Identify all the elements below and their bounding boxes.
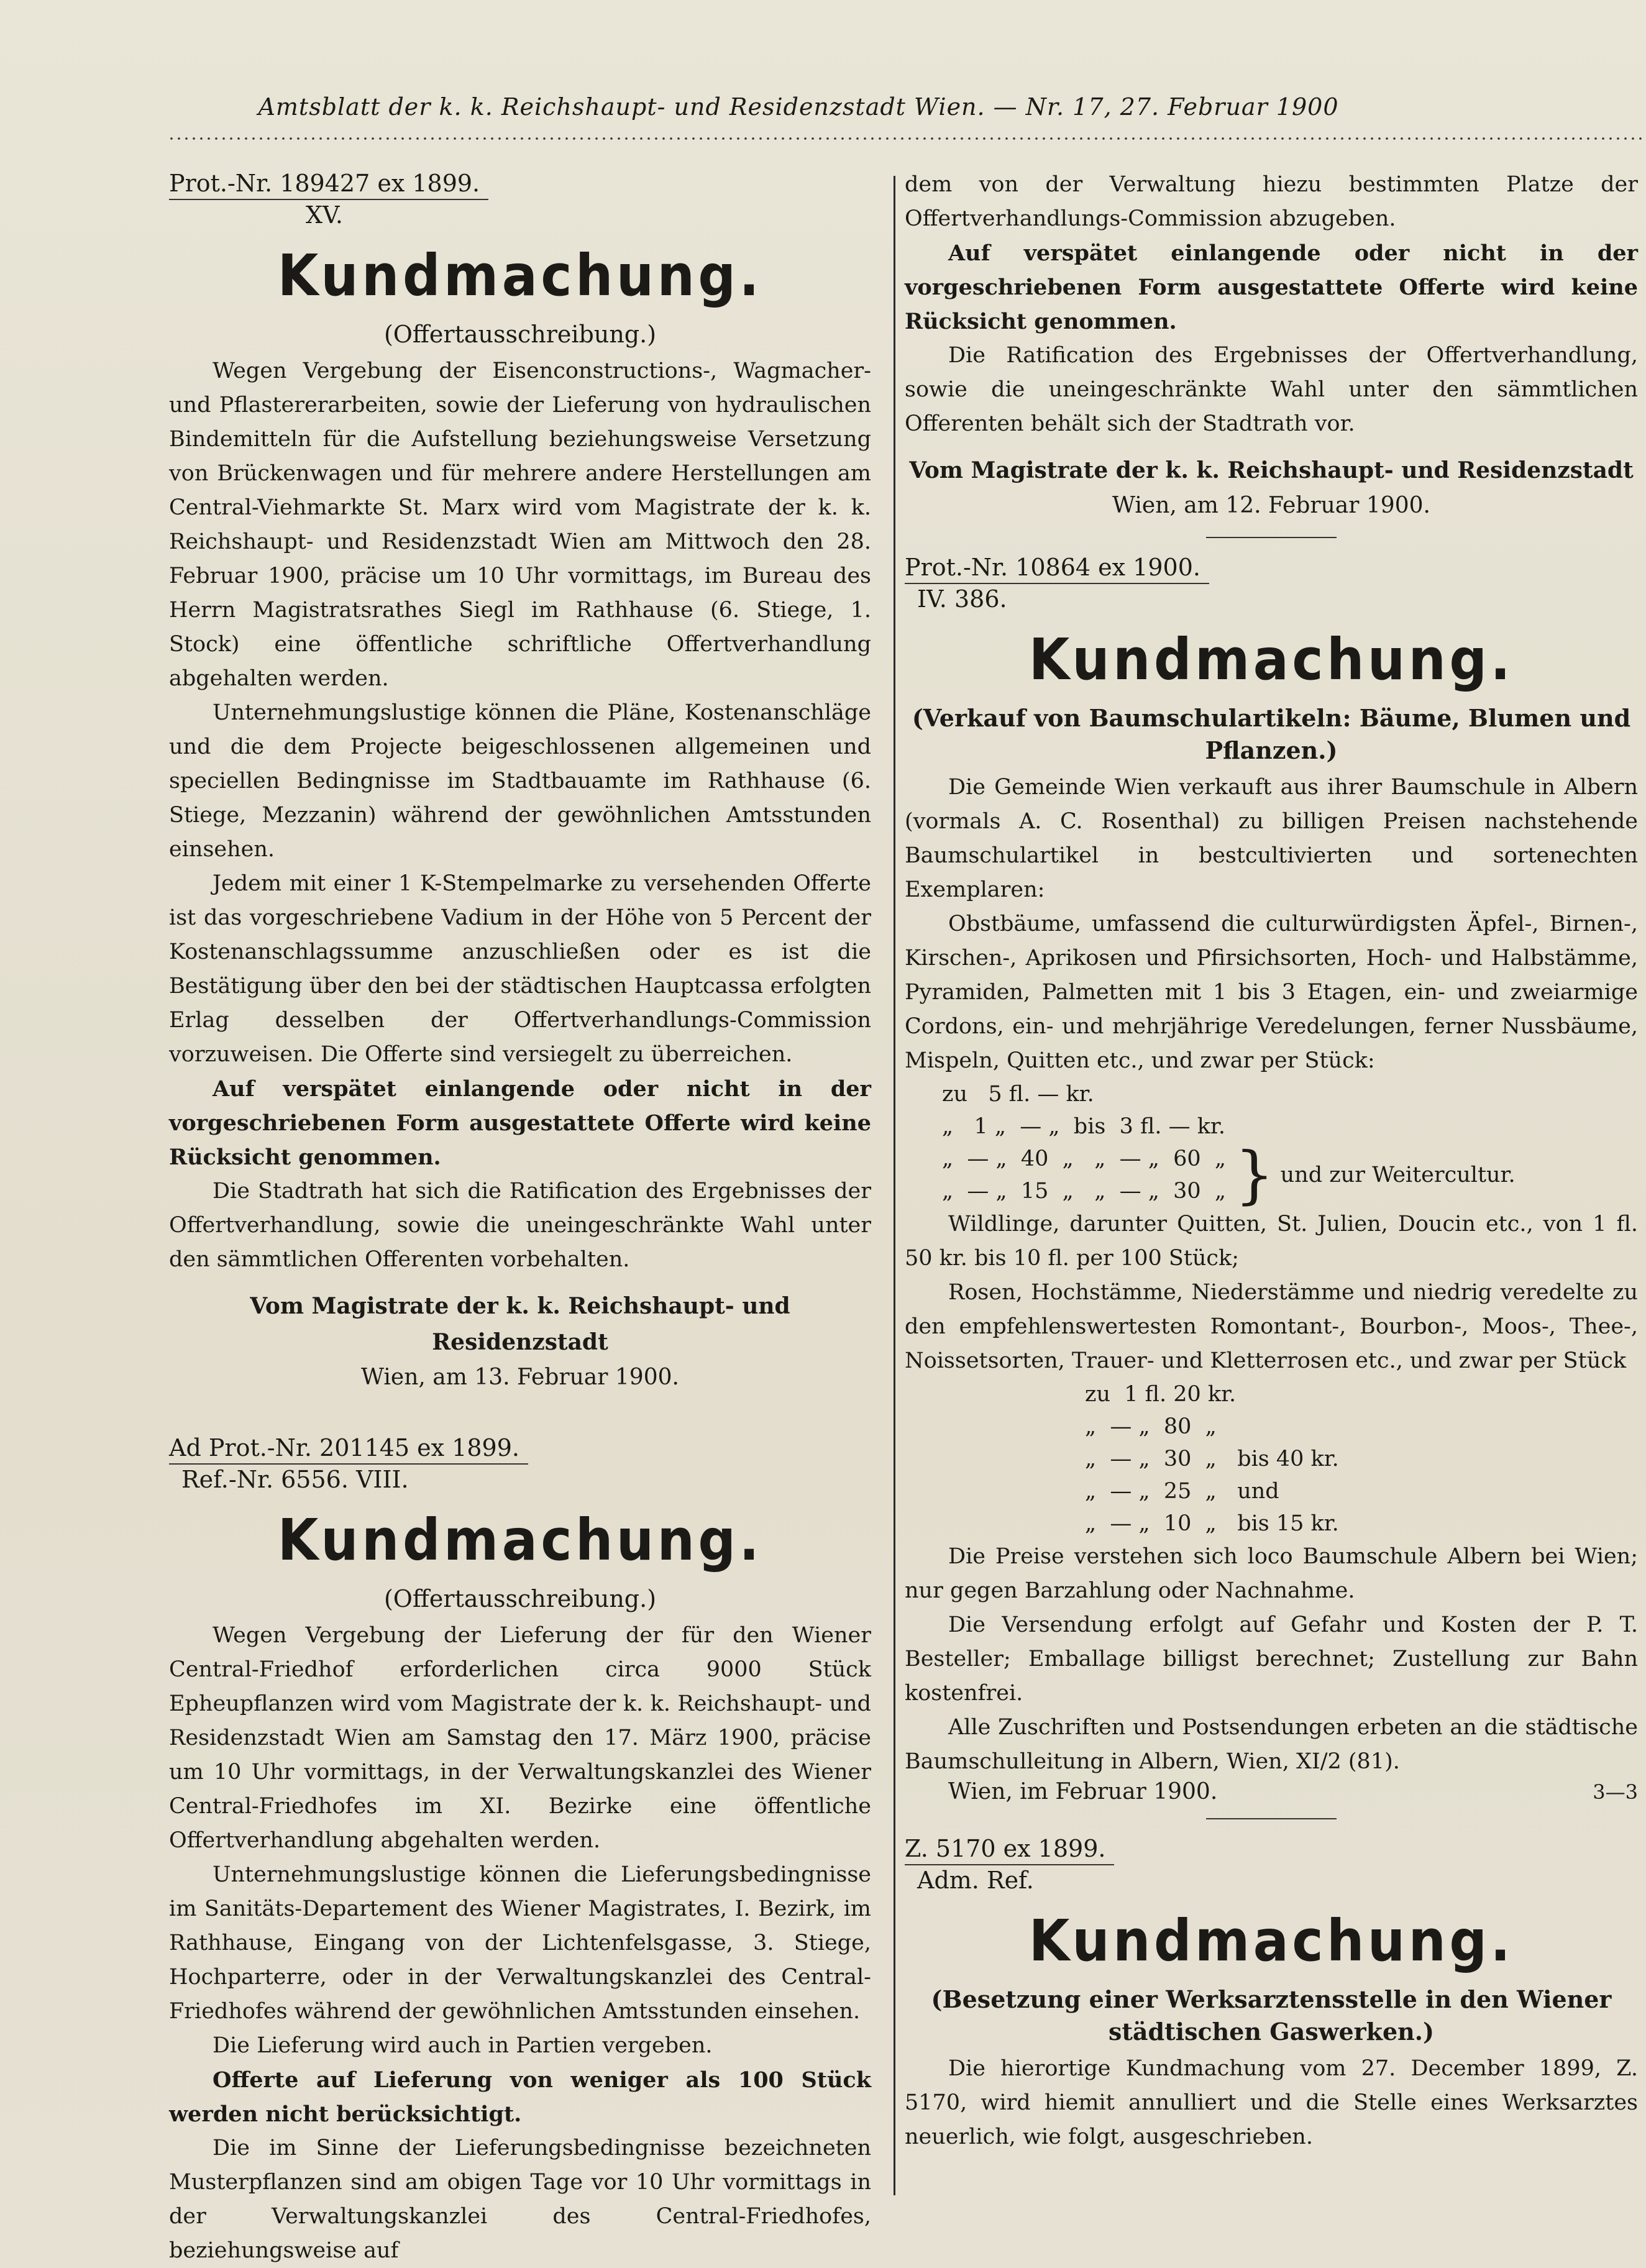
price-line: „ — „ 30 „ bis 40 kr. bbox=[1085, 1447, 1339, 1471]
left-column bbox=[169, 168, 871, 2268]
notice-1-subtitle: (Offertausschreibung.) bbox=[383, 321, 657, 348]
notice-2 bbox=[169, 1432, 871, 2268]
price-line: „ — „ 80 „ bbox=[1085, 1414, 1217, 1439]
section-divider bbox=[1206, 1818, 1337, 1819]
continuation-paragraph: Die Ratification des Ergebnisses der Offertverhandlung, sowie die uneingeschränkte Wahl unter den sämmtlichen Offerenten behält sich der Stadtrath vor. bbox=[905, 343, 1638, 436]
notice-1-paragraph: Die Stadtrath hat sich die Ratification des Ergebnisses der Offertverhandlung, sowie die uneingeschränkte Wahl unter den sämmtlichen Offerenten vorbehalten. bbox=[169, 1179, 871, 1272]
price-line: zu 5 fl. — kr. bbox=[942, 1082, 1094, 1107]
notice-3-ticker: 3—3 bbox=[1593, 1780, 1638, 1804]
spacer bbox=[169, 1395, 871, 1432]
notice-1-signature: Vom Magistrate der k. k. Reichshaupt- und Residenzstadt bbox=[250, 1293, 790, 1355]
price-line: zu 1 fl. 20 kr. bbox=[1085, 1382, 1237, 1407]
notice-3 bbox=[905, 552, 1638, 1804]
notice-2-ref2: Ref.-Nr. 6556. VIII. bbox=[181, 1466, 409, 1493]
notice-2-paragraph: Die im Sinne der Lieferungsbedingnisse bezeichneten Musterpflanzen sind am obigen Tage vor 10 Uhr vormittags in der Verwaltungskanzlei des Central-Friedhofes, beziehungsweise auf bbox=[169, 2136, 871, 2263]
header-dotted-rule bbox=[168, 135, 1646, 142]
brace-icon: } bbox=[1235, 1138, 1274, 1211]
notice-2-paragraph: Wegen Vergebung der Lieferung der für den Wiener Central-Friedhof erforderlichen circa 9000 Stück Epheupflanzen wird vom Magistrate der k. k. Reichshaupt- und Residenzstadt Wien am Samstag den 17. März 1900, präcise um 10 Uhr vormittags, in der Verwaltungskanzlei des Wiener Central-Friedhofes im XI. Bezirke eine öffentliche Offertverhandlung abgehalten werden. bbox=[169, 1623, 871, 1853]
notice-3-paragraph: Alle Zuschriften und Postsendungen erbeten an die städtische Baumschulleitung in Albern, Wien, XI/2 (81). bbox=[905, 1715, 1638, 1774]
section-divider bbox=[1206, 537, 1337, 538]
notice-2-paragraph: Unternehmungslustige können die Lieferungsbedingnisse im Sanitäts-Departement des Wiener Magistrates, I. Bezirk, im Rathhause, Eingang von der Lichtenfelsgasse, 3. Stiege, Hochparterre, oder in der Verwaltungskanzlei des Central-Friedhofes während der gewöhnlichen Amtsstunden einsehen. bbox=[169, 1862, 871, 2024]
notice-2-paragraph: Offerte auf Lieferung von weniger als 100 Stück werden nicht berücksichtigt. bbox=[169, 2067, 871, 2127]
price-line: „ — „ 40 „ „ — „ 60 „ bbox=[942, 1146, 1226, 1171]
notice-1-date: Wien, am 13. Februar 1900. bbox=[361, 1365, 679, 1390]
continuation-paragraph: Auf verspätet einlangende oder nicht in der vorgeschriebenen Form ausgestattete Offerte wird keine Rücksicht genommen. bbox=[905, 240, 1638, 334]
notice-2-ref: Ad Prot.-Nr. 201145 ex 1899. bbox=[169, 1432, 528, 1465]
notice-3-paragraph: Die Gemeinde Wien verkauft aus ihrer Baumschule in Albern (vormals A. C. Rosenthal) zu billigen Preisen nachstehende Baumschulartikel in bestcultivierten und sortenechten Exemplaren: bbox=[905, 775, 1638, 902]
notice-4-paragraph: Die hierortige Kundmachung vom 27. December 1899, Z. 5170, wird hiemit annulliert und die Stelle eines Werksarztes neuerlich, wie folgt, ausgeschrieben. bbox=[905, 2056, 1638, 2149]
price-line: „ — „ 15 „ „ — „ 30 „ bbox=[942, 1179, 1226, 1204]
notice-3-paragraph: Die Versendung erfolgt auf Gefahr und Kosten der P. T. Besteller; Emballage billigst berechnet; Zustellung zur Bahn kostenfrei. bbox=[905, 1612, 1638, 1706]
notice-2-subtitle: (Offertausschreibung.) bbox=[383, 1585, 657, 1612]
brace-label: und zur Weitercultur. bbox=[1280, 1163, 1516, 1187]
continuation-paragraph: dem von der Verwaltung hiezu bestimmten Platze der Offertverhandlungs-Commission abzugeben. bbox=[905, 172, 1638, 231]
notice-3-paragraph: Rosen, Hochstämme, Niederstämme und niedrig veredelte zu den empfehlenswertesten Romontant-, Bourbon-, Moos-, Thee-, Noissetsorten, Trauer- und Kletterrosen etc., und zwar per Stück bbox=[905, 1280, 1638, 1373]
continuation-signature: Vom Magistrate der k. k. Reichshaupt- und Residenzstadt bbox=[909, 457, 1634, 483]
price-line: „ — „ 25 „ und bbox=[1085, 1479, 1279, 1504]
notice-1-title: Kundmachung. bbox=[277, 242, 763, 309]
column-divider bbox=[894, 176, 895, 2195]
notice-4 bbox=[905, 1833, 1638, 2154]
notice-1-ref2: XV. bbox=[306, 201, 343, 229]
notice-3-subtitle: (Verkauf von Baumschulartikeln: Bäume, Blumen und Pflanzen.) bbox=[912, 704, 1631, 764]
notice-1 bbox=[169, 168, 871, 1395]
price-line: „ 1 „ — „ bis 3 fl. — kr. bbox=[942, 1114, 1225, 1139]
notice-1-paragraph: Unternehmungslustige können die Pläne, Kostenanschläge und die dem Projecte beigeschlossenen allgemeinen und speciellen Bedingnisse im Stadtbauamte im Rathhause (6. Stiege, Mezzanin) während der gewöhnlichen Amtsstunden einsehen. bbox=[169, 700, 871, 862]
notice-2-paragraph: Die Lieferung wird auch in Partien vergeben. bbox=[213, 2033, 713, 2058]
notice-3-date: Wien, im Februar 1900. bbox=[948, 1779, 1218, 1804]
notice-4-title: Kundmachung. bbox=[1028, 1908, 1514, 1974]
notice-3-footer bbox=[905, 1779, 1638, 1804]
continuation-date: Wien, am 12. Februar 1900. bbox=[1112, 493, 1430, 518]
notice-1-paragraph: Auf verspätet einlangende oder nicht in der vorgeschriebenen Form ausgestattete Offerte wird keine Rücksicht genommen. bbox=[169, 1076, 871, 1170]
price-brace-block bbox=[905, 1138, 1638, 1211]
notice-1-paragraph: Wegen Vergebung der Eisenconstructions-, Wagmacher- und Pflastererarbeiten, sowie der Lieferung von hydraulischen Bindemitteln für die Aufstellung beziehungsweise Versetzung von Brückenwagen und für mehrere andere Herstellungen am Central-Viehmarkte St. Marx wird vom Magistrate der k. k. Reichshaupt- und Residenzstadt Wien am Mittwoch den 28. Februar 1900, präcise um 10 Uhr vormittags, im Bureau des Herrn Magistratsrathes Siegl im Rathhause (6. Stiege, 1. Stock) eine öffentliche schriftliche Offertverhandlung abgehalten werden. bbox=[169, 359, 871, 691]
notice-3-paragraph: Die Preise verstehen sich loco Baumschule Albern bei Wien; nur gegen Barzahlung oder Nachnahme. bbox=[905, 1544, 1638, 1603]
notice-2-continuation bbox=[905, 168, 1638, 523]
notice-2-title: Kundmachung. bbox=[277, 1507, 763, 1573]
notice-4-ref2: Adm. Ref. bbox=[917, 1867, 1034, 1894]
right-column bbox=[905, 168, 1638, 2154]
notice-3-ref2: IV. 386. bbox=[917, 585, 1007, 613]
notice-4-subtitle: (Besetzung einer Werksarztensstelle in den Wiener städtischen Gaswerken.) bbox=[931, 1985, 1612, 2046]
price-line: „ — „ 10 „ bis 15 kr. bbox=[1085, 1511, 1339, 1536]
notice-3-ref: Prot.-Nr. 10864 ex 1900. bbox=[905, 552, 1209, 584]
notice-4-ref: Z. 5170 ex 1899. bbox=[905, 1833, 1114, 1865]
notice-3-title: Kundmachung. bbox=[1028, 626, 1514, 693]
notice-1-paragraph: Jedem mit einer 1 K-Stempelmarke zu versehenden Offerte ist das vorgeschriebene Vadium in der Höhe von 5 Percent der Kostenanschlagssumme anzuschließen oder es ist die Bestätigung über den bei der städtischen Hauptcassa erfolgten Erlag desselben der Offertverhandlungs-Commission vorzuweisen. Die Offerte sind versiegelt zu überreichen. bbox=[169, 871, 871, 1067]
page-header: Amtsblatt der k. k. Reichshaupt- und Residenzstadt Wien. — Nr. 17, 27. Februar 1900 bbox=[258, 93, 1339, 121]
notice-3-paragraph: Wildlinge, darunter Quitten, St. Julien, Doucin etc., von 1 fl. 50 kr. bis 10 fl. per 100 Stück; bbox=[905, 1212, 1638, 1271]
notice-3-paragraph: Obstbäume, umfassend die culturwürdigsten Äpfel-, Birnen-, Kirschen-, Aprikosen und Pfirsichsorten, Hoch- und Halbstämme, Pyramiden, Palmetten mit 1 bis 3 Etagen, ein- und zweiarmige Cordons, ein- und mehrjährige Veredelungen, ferner Nussbäume, Mispeln, Quitten etc., und zwar per Stück: bbox=[905, 912, 1638, 1073]
notice-1-ref: Prot.-Nr. 189427 ex 1899. bbox=[169, 168, 488, 200]
